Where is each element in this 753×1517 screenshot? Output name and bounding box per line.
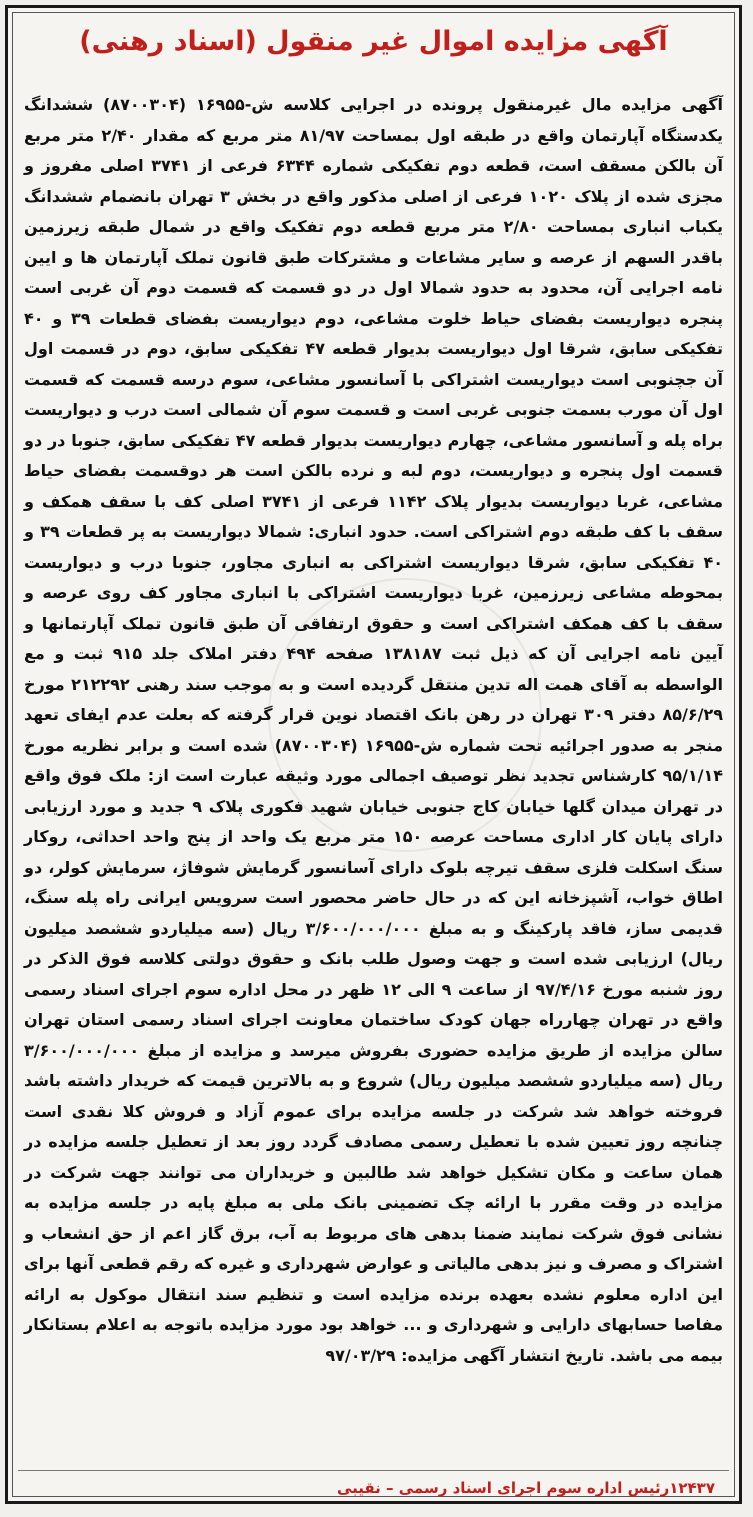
notice-footer-signature: ۱۲۴۳۷رئیس اداره سوم اجرای اسناد رسمی – نقیبی xyxy=(336,1479,715,1497)
footer-divider xyxy=(18,1470,729,1471)
notice-body: آگهی مزایده مال غیرمنقول پرونده در اجرایی کلاسه ش-۱۶۹۵۵ (۸۷۰۰۳۰۴) ششدانگ یکدستگاه آپارتمان واقع در طبقه اول بمساحت ۸۱/۹۷ متر مربع که مقدار ۲/۴۰ متر مربع آن بالکن مسقف است، قطعه دوم تفکیکی شماره ۶۳۴۴ فرعی از ۳۷۴۱ اصلی مفروز و مجزی شده از پلاک ۱۰۲۰ فرعی از اصلی مذکور واقع در بخش ۳ تهران بانضمام ششدانگ یکباب انباری بمساحت ۲/۸۰ متر مربع قطعه دوم تفکیک واقع در شمال طبقه زیرزمین باقدر السهم از عرصه و سایر مشاعات و مشترکات طبق قانون تملک آپارتمان ها و ایین نامه اجرایی آن، محدود به حدود شمالا اول در دو قسمت که قسمت دوم آن غربی است پنجره دیواریست بفضای حیاط خلوت مشاعی، دوم دیواریست بفضای قطعات ۳۹ و ۴۰ تفکیکی سابق، شرقا اول دیواریست بدیوار قطعه ۴۷ تفکیکی سابق، دوم در قسمت اول آن جچنوبی است دیواریست اشتراکی با آسانسور مشاعی، سوم درسه قسمت که قسمت اول آن مورب بسمت جنوبی غربی است و قسمت سوم آن شمالی است درب و دیواریست براه پله و آسانسور مشاعی، چهارم دیواریست بدیوار قطعه ۴۷ تفکیکی سابق، جنوبا در دو قسمت اول پنجره و دیواریست، دوم لبه و نرده بالکن است هر دوقسمت بفضای حیاط مشاعی، غربا دیواریست بدیوار پلاک ۱۱۴۲ فرعی از ۳۷۴۱ اصلی کف با سقف همکف و سقف با کف طبقه دوم اشتراکی است. حدود انباری: شمالا دیواریست به پر قطعات ۳۹ و ۴۰ تفکیکی سابق، شرقا دیواریست اشتراکی به انباری مجاور، جنوبا درب و دیواریست بمحوطه مشاعی زیرزمین، غربا دیواریست اشتراکی با انباری مجاور کف روی عرصه و سقف با کف همکف اشتراکی است و حقوق ارتفاقی آن طبق قانون تملک آپارتمانها و آیین نامه اجرایی آن که ذیل ثبت ۱۳۸۱۸۷ صفحه ۴۹۴ دفتر املاک جلد ۹۱۵ ثبت و مع الواسطه به آقای همت اله تدین منتقل گردیده است و به موجب سند رهنی ۲۱۲۲۹۲ مورخ ۸۵/۶/۲۹ دفتر ۳۰۹ تهران در رهن بانک اقتصاد نوین قرار گرفته که بعلت عدم ایفای تعهد منجر به صدور اجرائیه تحت شماره ش-۱۶۹۵۵ (۸۷۰۰۳۰۴) شده است و برابر نظریه مورخ ۹۵/۱/۱۴ کارشناس تجدید نظر توصیف اجمالی مورد وثیقه عبارت است از: ملک فوق واقع در تهران میدان گلها خیابان کاج جنوبی خیابان شهید فکوری پلاک ۹ جدید و مورد ارزیابی دارای پایان کار اداری مساحت عرصه ۱۵۰ متر مربع یک واحد از پنج واحد احداثی، روکار سنگ اسکلت فلزی سقف تیرچه بلوک دارای آسانسور گرمایش شوفاژ، سرمایش کولر، دو اطاق خواب، آشپزخانه این که در حال حاضر محصور است سرویس ایرانی راه پله سنگ، قدیمی ساز، فاقد پارکینگ و به مبلغ ۳/۶۰۰/۰۰۰/۰۰۰ ریال (سه میلیاردو ششصد میلیون ریال) ارزیابی شده است و جهت وصول طلب بانک و حقوق دولتی کلاسه فوق الذکر در روز شنبه مورخ ۹۷/۴/۱۶ از ساعت ۹ الی ۱۲ ظهر در محل اداره سوم اجرای اسناد رسمی واقع در تهران چهارراه جهان کودک ساختمان معاونت اجرای اسناد رسمی استان تهران سالن مزایده از طریق مزایده حضوری بفروش میرسد و مزایده از مبلغ ۳/۶۰۰/۰۰۰/۰۰۰ ریال (سه میلیاردو ششصد میلیون ریال) شروع و به بالاترین قیمت که خریدار داشته باشد فروخته خواهد شد شرکت در جلسه مزایده برای عموم آزاد و فروش کلا نقدی است چنانچه روز تعیین شده با تعطیل رسمی مصادف گردد روز بعد از تعطیل جلسه مزایده در همان ساعت و مکان تشکیل خواهد شد طالبین و خریداران می توانند جهت شرکت در مزایده در وقت مقرر با ارائه چک تضمینی بانک ملی به مبلغ پایه در جلسه مزایده به نشانی فوق شرکت نمایند ضمنا بدهی های مربوط به آب، برق گاز اعم از حق انشعاب و اشتراک و مصرف و نیز بدهی مالیاتی و عوارض شهرداری و غیره که رقم قطعی آنها برای این اداره معلوم نشده بعهده برنده مزایده است و تنظیم سند انتقال موکول به ارائه مفاصا حسابهای دارایی و شهرداری و ... خواهد بود مورد مزایده باتوجه به اعلام بستانکار بیمه می باشد. تاریخ انتشار آگهی مزایده: ۹۷/۰۳/۲۹ xyxy=(24,95,724,1365)
notice-title: آگهی مزایده اموال غیر منقول (اسناد رهنی) xyxy=(79,26,668,57)
notice-frame xyxy=(5,5,742,1504)
